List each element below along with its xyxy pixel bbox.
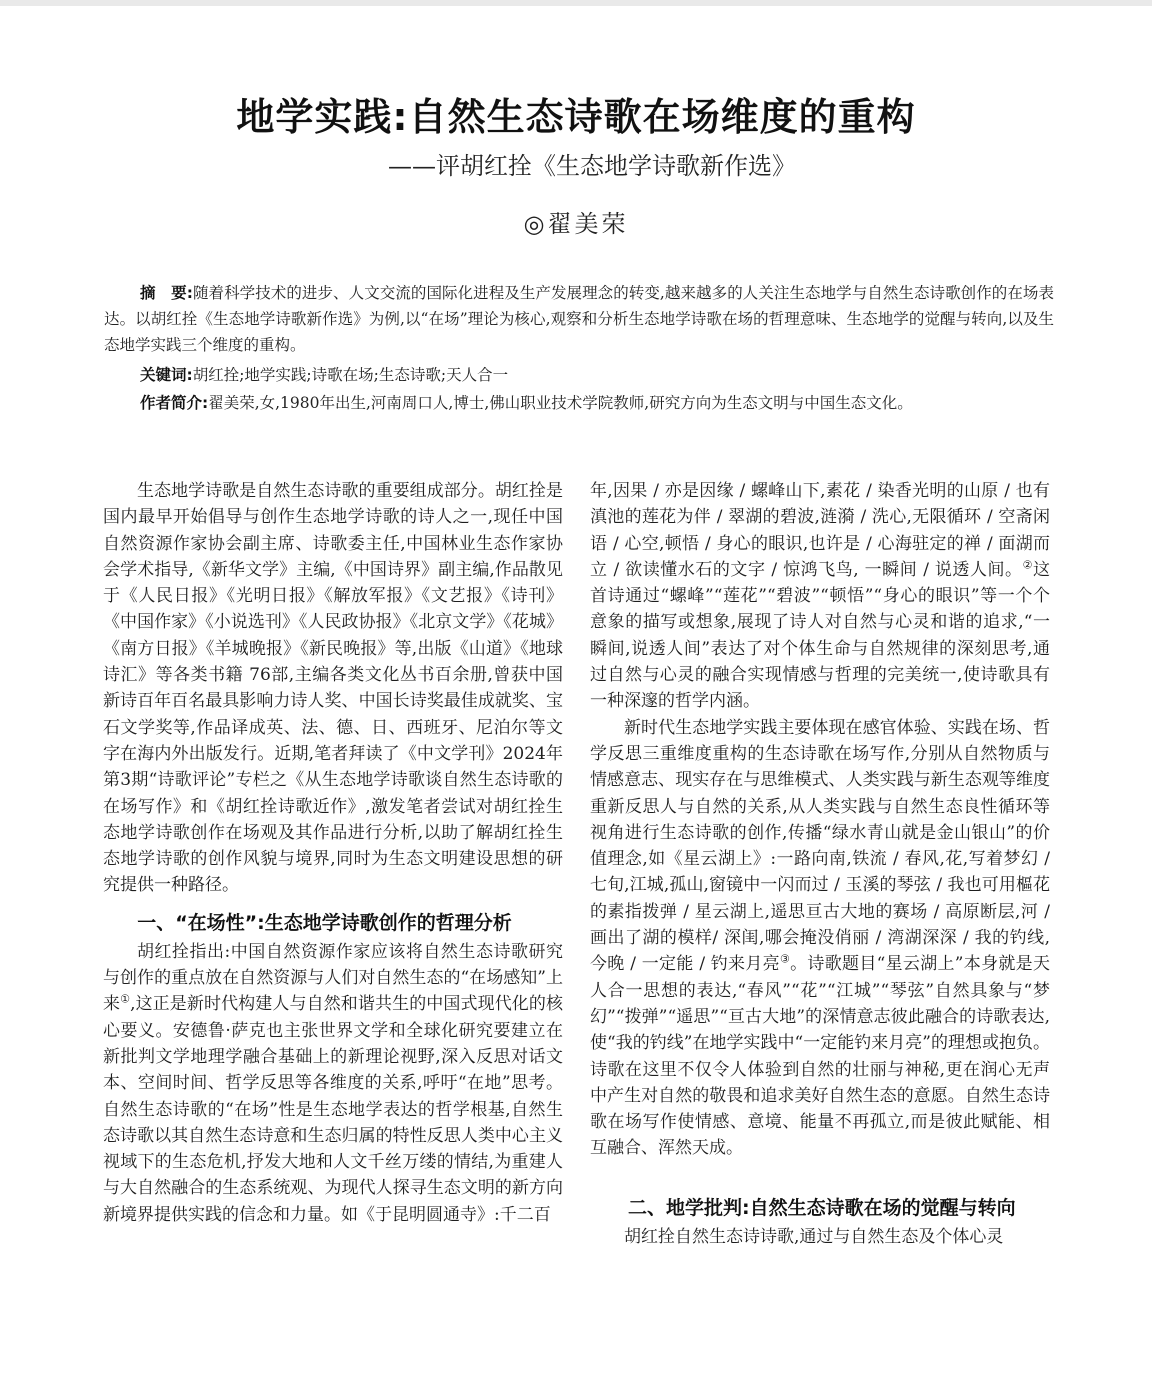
abstract bbox=[104, 280, 1054, 358]
body-paragraph bbox=[590, 478, 1050, 715]
keywords-label: 关键词: bbox=[140, 366, 193, 384]
section-heading-1: 一、“在场性”:生态地学诗歌创作的哲理分析 bbox=[137, 911, 512, 934]
abstract-text: 随着科学技术的进步、人文交流的国际化进程及生产发展理念的转变,越来越多的人关注生态地学与自然生态诗歌创作的在场表达。以胡红拴《生态地学诗歌新作选》为例,以“在场”理论为核心,观察和分析生态地学诗歌在场的哲理意味、生态地学的觉醒与转向,以及生态地学实践三个维度的重构。 bbox=[104, 284, 1055, 354]
keywords bbox=[104, 362, 1090, 388]
right-column bbox=[590, 478, 1050, 1250]
paragraph-text: 这首诗通过“螺峰”“莲花”“碧波”“顿悟”“身心的眼识”等一个个意象的描写或想象,展现了诗人对自然与心灵和谐的追求,“一瞬间,说透人间”表达了对个体生命与自然规律的深刻思考,通过自然与心灵的融合实现情感与哲理的完美统一,使诗歌具有一种深邃的哲学内涵。 bbox=[590, 559, 1050, 712]
body-paragraph: 生态地学诗歌是自然生态诗歌的重要组成部分。胡红拴是国内最早开始倡导与创作生态地学诗歌的诗人之一,现任中国自然资源作家协会副主席、诗歌委主任,中国林业生态作家协会学术指导,《新华文学》主编,《中国诗界》副主编,作品散见于《人民日报》《光明日报》《解放军报》《文艺报》《诗刊》《中国作家》《小说选刊》《人民政协报》《北京文学》《花城》《南方日报》《羊城晚报》《新民晚报》等,出版《山道》《地球诗汇》等各类书籍 76部,主编各类文化丛书百余册,曾获中国新诗百年百名最具影响力诗人奖、中国长诗奖最佳成就奖、宝石文学奖等,作品译成英、法、德、日、西班牙、尼泊尔等文字在海内外出版发行。近期,笔者拜读了《中文学刊》2024年第3期“诗歌评论”专栏之《从生态地学诗歌谈自然生态诗歌的在场写作》和《胡红拴诗歌近作》,激发笔者尝试对胡红拴生态地学诗歌创作在场观及其作品进行分析,以助了解胡红拴生态地学诗歌的创作风貌与境界,同时为生态文明建设思想的研究提供一种路径。 bbox=[103, 481, 563, 896]
footnote-marker[interactable]: ② bbox=[1022, 558, 1033, 572]
body-paragraph: 胡红拴自然生态诗诗歌,通过与自然生态及个体心灵 bbox=[624, 1226, 1004, 1247]
bio-label: 作者简介: bbox=[140, 394, 209, 412]
paragraph-text: 新时代生态地学实践主要体现在感官体验、实践在场、哲学反思三重维度重构的生态诗歌在场写作,分别从自然物质与情感意志、现实存在与思维模式、人类实践与新生态观等维度重新反思人与自然的关系,从人类实践与自然生态良性循环等视角进行生态诗歌的创作,传播“绿水青山就是金山银山”的价值理念,如《星云湖上》:一路向南,铁流 / 春风,花,写着梦幻 / 七旬,江城,孤山,窗镜中一闪而过 / 玉溪的琴弦 / 我也可用樞花的素指拨弹 / 星云湖上,遥思亘古大地的赛场 / 高原断层,河 / 画出了湖的模样/ 深闺,哪会掩没俏丽 / 湾湖深深 / 我的钓线,今晚 / 一定能 / 钓来月亮 bbox=[590, 717, 1050, 975]
article-subtitle: ——评胡红拴《生态地学诗歌新作选》 bbox=[388, 152, 796, 180]
footnote-marker[interactable]: ③ bbox=[779, 952, 791, 966]
bio-text: 翟美荣,女,1980年出生,河南周口人,博士,佛山职业技术学院教师,研究方向为生态文明与中国生态文化。 bbox=[208, 394, 913, 412]
keywords-text: 胡红拴;地学实践;诗歌在场;生态诗歌;天人合一 bbox=[192, 366, 509, 384]
section-heading-2: 二、地学批判:自然生态诗歌在场的觉醒与转向 bbox=[628, 1196, 1016, 1219]
body-paragraph bbox=[590, 715, 1050, 1162]
left-column bbox=[103, 478, 563, 1228]
author-byline: ◎翟美荣 bbox=[523, 210, 629, 238]
footnote-marker[interactable]: ① bbox=[120, 992, 131, 1006]
paragraph-text: ,这正是新时代构建人与自然和谐共生的中国式现代化的核心要义。安德鲁·萨克也主张世界文学和全球化研究要建立在新批判文学地理学融合基础上的新理论视野,深入反思对话文本、空间时间、哲学反思等各维度的关系,呼吁“在地”思考。自然生态诗歌的“在场”性是生态地学表达的哲学根基,自然生态诗歌以其自然生态诗意和生态归属的特性反思人类中心主义视域下的生态危机,抒发大地和人文千丝万缕的情结,为重建人与大自然融合的生态系统观、为现代人探寻生态文明的新方向新境界提供实践的信念和力量。如《于昆明圆通寺》:千二百 bbox=[103, 994, 563, 1225]
paragraph-text: 胡红拴指出:中国自然资源作家应该将自然生态诗歌研究与创作的重点放在自然资源与人们对自然生态的“在场感知”上来 bbox=[103, 941, 563, 1015]
abstract-label: 摘 要: bbox=[140, 284, 193, 302]
author-bio bbox=[104, 390, 1090, 416]
paragraph-text: 。诗歌题目“星云湖上”本身就是天人合一思想的表达,“春风”“花”“江城”“琴弦”自然具象与“梦幻”“拨弹”“遥思”“亘古大地”的深情意志彼此融合的诗歌表达,使“我的钓线”在地学实践中“一定能钓来月亮”的理想或抱负。诗歌在这里不仅令人体验到自然的壮丽与神秘,更在润心无声中产生对自然的敬畏和追求美好自然生态的意愿。自然生态诗歌在场写作使情感、意境、能量不再孤立,而是彼此赋能、相互融合、浑然天成。 bbox=[590, 954, 1050, 1159]
poem-quote: 年,因果 / 亦是因缘 / 螺峰山下,素花 / 染香光明的山原 / 也有滇池的莲花为伴 / 翠湖的碧波,涟漪 / 洗心,无限循环 / 空斋闲语 / 心空,顿悟 / 身心的眼识,也许是 / 心海驻定的禅 / 面湖而立 / 欲读懂水石的文字 / 惊鸿飞鸟, 一瞬间 / 说透人间。 bbox=[590, 481, 1050, 580]
body-paragraph bbox=[103, 939, 563, 1228]
top-edge-bar bbox=[0, 0, 1152, 6]
article-title: 地学实践:自然生态诗歌在场维度的重构 bbox=[236, 95, 916, 139]
